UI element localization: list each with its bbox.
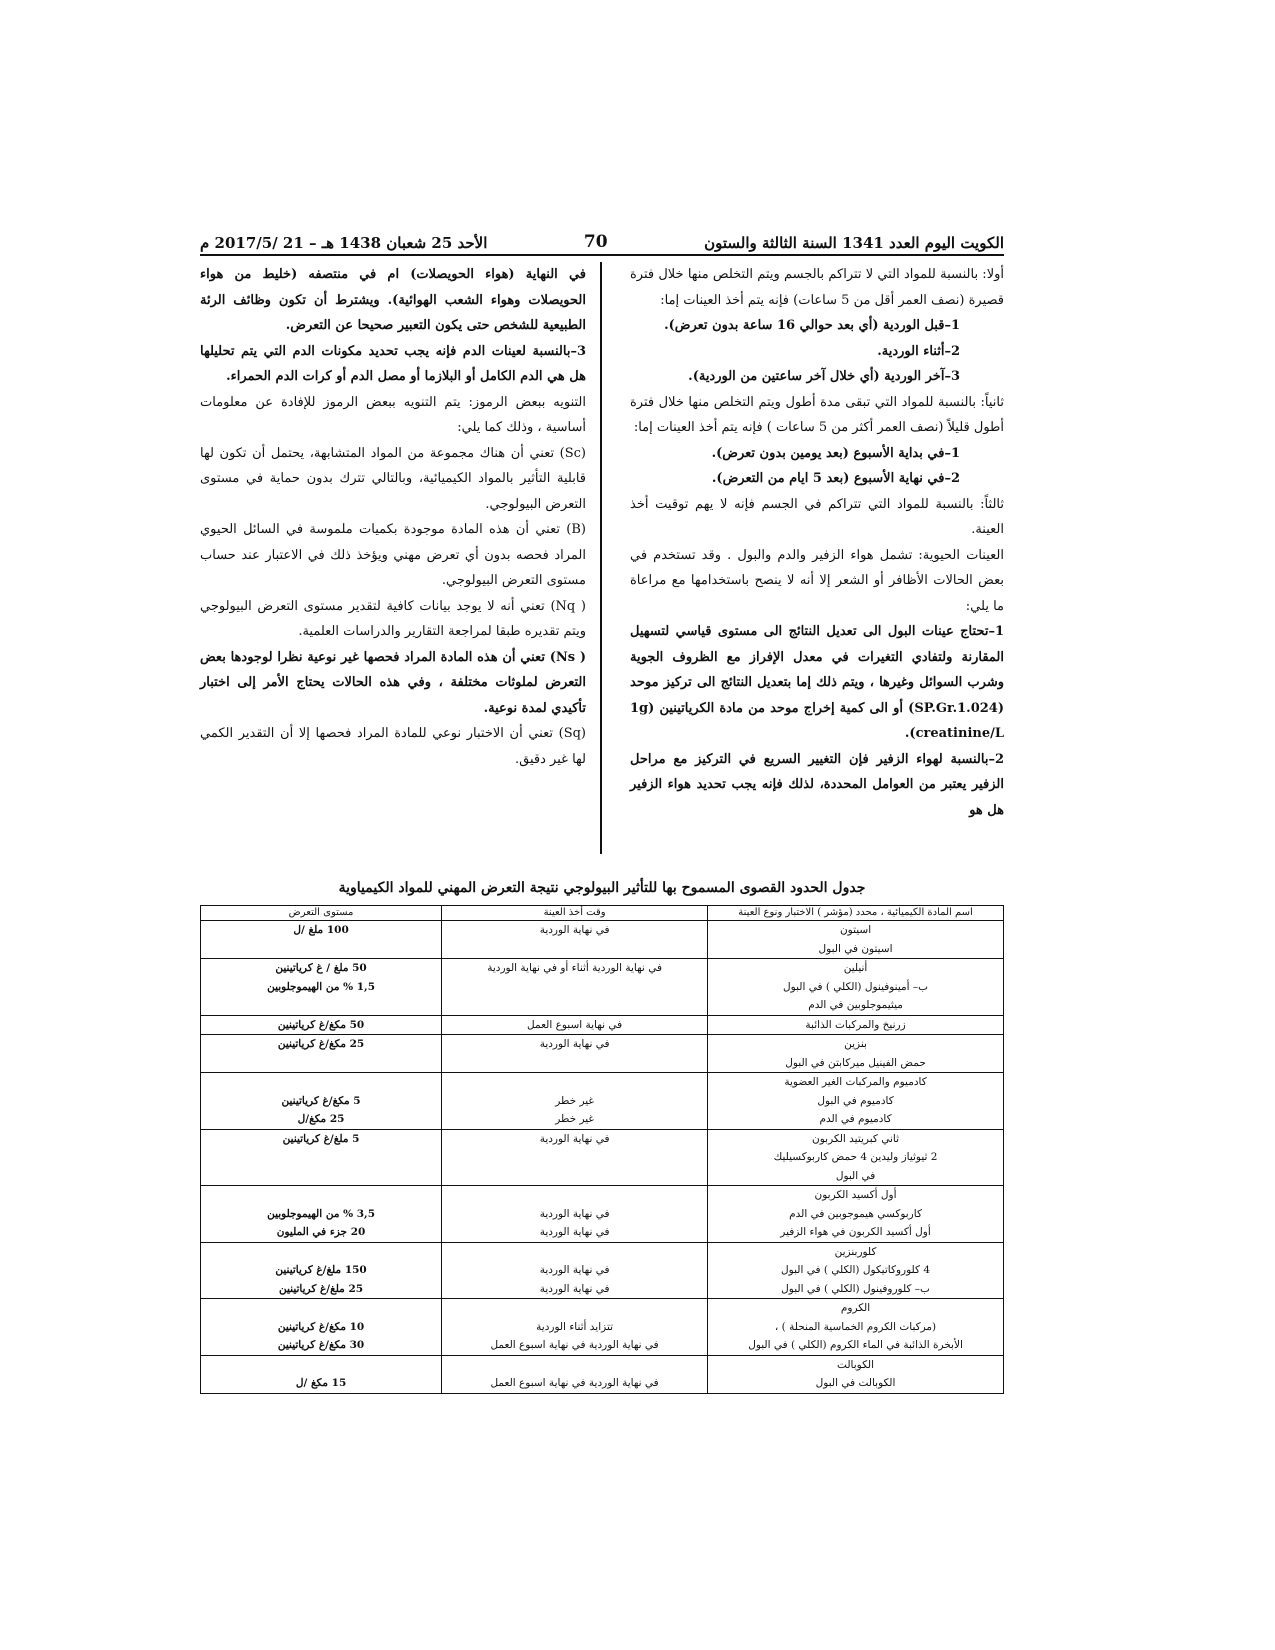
cell-line: في نهاية الوردية في نهاية اسبوع العمل [490, 1339, 659, 1351]
table-body [201, 921, 1004, 1394]
page-number: 70 [583, 232, 608, 252]
cell-line: 150 ملغ/غ كرياتينين [275, 1264, 367, 1276]
cell-line: كادميوم في البول [817, 1094, 894, 1107]
symbol-note-ns: ( Ns) تعني أن هذه المادة المراد فحصها غير نوعية نظرا لوجودها بعض التعرض لملوثات مختلفة ، وفي هذه الحالات يحتاج الأمر إلى اختبار تأكيدي لمدة نوعية. [200, 649, 586, 716]
first-list-item: 3–آخر الوردية (أي خلال آخر ساعتين من الوردية). [688, 369, 960, 384]
sampling-time-cell [442, 1355, 708, 1393]
sampling-time-cell [442, 1073, 708, 1130]
sampling-time-cell [442, 1299, 708, 1356]
cell-line: ب– كلوروفينول (الكلي ) في البول [781, 1282, 930, 1295]
page-header [200, 224, 1004, 252]
cell-line: في نهاية الوردية أثناء أو في نهاية الوردية [487, 962, 662, 974]
cell-line [446, 1073, 703, 1092]
table-row [201, 1299, 1004, 1356]
cell-line: 2 ثيوثياز وليدين 4 حمض كاربوكسيليك [773, 1151, 938, 1163]
cell-line [205, 1073, 437, 1092]
exposure-level-cell [201, 1242, 442, 1299]
chemical-name-cell [708, 921, 1004, 959]
cell-line: ثاني كبريتيد الكربون [812, 1132, 900, 1145]
chemical-name-cell [708, 959, 1004, 1016]
cell-line: غير خطر [555, 1113, 594, 1125]
chemical-name-cell [708, 1035, 1004, 1073]
header-exposure-level: مستوى التعرض [201, 906, 442, 921]
left-column [200, 262, 586, 772]
chemical-name-cell [708, 1186, 1004, 1243]
cell-line: ب– أمينوفينول (الكلي ) في البول [783, 980, 929, 993]
issue-date: الأحد 25 شعبان 1438 هـ – 21 /2017/5 م [200, 234, 488, 252]
column-divider [600, 262, 602, 854]
exposure-level-cell [201, 1073, 442, 1130]
cell-line: في البول [835, 1169, 876, 1182]
sampling-time-cell [442, 1186, 708, 1243]
cell-line: 1,5 % من الهيموجلوبين [267, 980, 376, 993]
cell-line: في نهاية الوردية في نهاية اسبوع العمل [490, 1377, 659, 1389]
symbol-note-sq: (Sq) تعني أن الاختبار نوعي للمادة المراد فحصها إلا أن التقدير الكمي لها غير دقيق. [200, 726, 586, 767]
cell-line: 25 مكغ/ل [297, 1113, 345, 1125]
cell-line: الكوبالت في البول [815, 1377, 896, 1389]
second-list-item: 2–في نهاية الأسبوع (بعد 5 ايام من التعرض). [711, 471, 960, 486]
first-paragraph: أولا: بالنسبة للمواد التي لا تتراكم بالجسم ويتم التخلص منها خلال فترة قصيرة (نصف العمر أقل من 5 ساعات) فإنه يتم أخذ العينات إما: [630, 267, 1004, 308]
second-paragraph: ثانياً: بالنسبة للمواد التي تبقى مدة أطول ويتم التخلص منها خلال فترة أطول قليلاً (نصف العمر أكثر من 5 ساعات ) فإنه يتم أخذ العينات إما: [630, 394, 1004, 435]
cell-line [446, 1356, 703, 1375]
publication-title: الكويت اليوم العدد 1341 السنة الثالثة والستون [704, 234, 1004, 252]
cell-line: 50 مكغ/غ كرياتينين [277, 1018, 365, 1031]
cell-line: غير خطر [555, 1094, 594, 1107]
table-row [201, 1035, 1004, 1073]
table-header-row [201, 906, 1004, 921]
cell-line [205, 1299, 437, 1318]
third-paragraph: ثالثاً: بالنسبة للمواد التي تتراكم في الجسم فإنه لا يهم توقيت أخذ العينة. [630, 496, 1004, 537]
cell-line: في نهاية الوردية [539, 1282, 610, 1295]
first-list-item: 1–قبل الوردية (أي بعد حوالي 16 ساعة بدون تعرض). [664, 318, 960, 333]
cell-line: 30 مكغ/غ كرياتينين [277, 1339, 365, 1351]
symbol-note-sc: (Sc) تعني أن هناك مجموعة من المواد المتشابهة، يحتمل أن تكون لها قابلية التأثير بالمواد الكيميائية، وبالتالي تترك بدون حماية في مستوى التعرض البيولوجي. [200, 445, 586, 512]
cell-line: 4 كلوروكاتيكول (الكلي ) في البول [781, 1264, 931, 1276]
cell-line [205, 1243, 437, 1262]
sampling-time-cell [442, 1015, 708, 1035]
chemical-name-cell [708, 1355, 1004, 1393]
cell-line: كادميوم والمركبات الغير العضوية [784, 1076, 927, 1088]
cell-line: في نهاية الوردية [539, 1038, 610, 1050]
continuation-paragraph: في النهاية (هواء الحويصلات) ام في منتصفه (خليط من هواء الحويصلات وهواء الشعب الهوائية). ويشترط أن تكون وظائف الرئة الطبيعية للشخص حتى يكون التعبير صحيحا عن التعرض. [200, 267, 586, 333]
table-row [201, 1015, 1004, 1035]
exposure-level-cell [201, 1355, 442, 1393]
table-caption: جدول الحدود القصوى المسموح بها للتأثير البيولوجي نتيجة التعرض المهني للمواد الكيمياوية [338, 880, 866, 896]
sampling-time-cell [442, 1129, 708, 1186]
cell-line: في نهاية الوردية [539, 1132, 610, 1145]
first-list-item: 2–أثناء الوردية. [877, 343, 960, 359]
cell-line: 100 ملغ /ل [293, 924, 349, 936]
exposure-level-cell [201, 921, 442, 959]
cell-line: الكوبالت [837, 1358, 875, 1371]
exposure-level-cell [201, 1035, 442, 1073]
table-row [201, 1129, 1004, 1186]
table-row [201, 959, 1004, 1016]
sampling-time-cell [442, 959, 708, 1016]
cell-line: اسيتون في البول [818, 942, 893, 955]
biological-limits-table [200, 905, 1004, 1394]
cell-line: في نهاية اسبوع العمل [527, 1018, 623, 1031]
exposure-level-cell [201, 1299, 442, 1356]
cell-line [205, 1186, 437, 1205]
symbol-note-b: (B) تعني أن هذه المادة موجودة بكميات ملموسة في السائل الحيوي المراد فحصه بدون أي تعرض مهني ويؤخذ ذلك في الاعتبار عند حساب مستوى التعرض البيولوجي. [200, 522, 586, 588]
cell-line: 3,5 % من الهيموجلوبين [267, 1207, 376, 1220]
chemical-name-cell [708, 1015, 1004, 1035]
header-rule [200, 254, 1004, 256]
bio-samples-paragraph: العينات الحيوية: تشمل هواء الزفير والدم والبول . وقد تستخدم في بعض الحالات الأظافر أو الشعر إلا أنه لا ينصح باستخدامها مع مراعاة ما يلي: [630, 547, 1004, 614]
second-list-item: 1–في بداية الأسبوع (بعد يومين بدون تعرض). [711, 445, 960, 461]
table-row [201, 1242, 1004, 1299]
cell-line [446, 1186, 703, 1205]
exposure-level-cell [201, 1186, 442, 1243]
cell-line: ميثيموجلوبين في الدم [808, 999, 903, 1011]
cell-line: 15 مكغ /ل [295, 1377, 347, 1389]
cell-line: حمض الفينيل ميركابتن في البول [785, 1056, 926, 1069]
cell-line: (مركبات الكروم الخماسية المنحلة ) ، [774, 1320, 937, 1333]
table-row [201, 1355, 1004, 1393]
cell-line [446, 1299, 703, 1318]
chemical-name-cell [708, 1073, 1004, 1130]
exposure-level-cell [201, 1129, 442, 1186]
cell-line: 20 جزء في المليون [276, 1226, 366, 1238]
symbols-intro: التنويه ببعض الرموز: يتم التنويه ببعض الرموز للإفادة عن معلومات أساسية ، وذلك كما يلي: [200, 394, 586, 435]
cell-line: في نهاية الوردية [539, 1226, 610, 1238]
chemical-name-cell [708, 1129, 1004, 1186]
cell-line: 10 مكغ/غ كرياتينين [277, 1320, 365, 1333]
cell-line: تتزايد أثناء الوردية [536, 1320, 614, 1333]
table-row [201, 921, 1004, 959]
header-sampling-time: وقت أخذ العينة [442, 906, 708, 921]
cell-line: أنيلين [843, 962, 868, 974]
cell-line: كاربوكسي هيموجوبين في الدم [789, 1207, 922, 1220]
table-row [201, 1186, 1004, 1243]
cell-line: كلوربنزين [834, 1245, 877, 1258]
cell-line: 5 ملغ/غ كرياتينين [282, 1132, 360, 1145]
cell-line: زرنيخ والمركبات الذائبة [805, 1018, 906, 1031]
cell-line: أول أكسيد الكربون في هواء الزفير [780, 1226, 931, 1238]
header-chemical-name: اسم المادة الكيميائية ، محدد (مؤشر ) الاختبار ونوع العينة [708, 906, 1004, 921]
cell-line: بنزين [844, 1038, 867, 1050]
exposure-level-cell [201, 959, 442, 1016]
sampling-time-cell [442, 921, 708, 959]
cell-line: 25 ملغ/غ كرياتينين [279, 1282, 364, 1295]
cell-line [205, 1356, 437, 1375]
urine-samples-item: 1–تحتاج عينات البول الى تعديل النتائج الى مستوى قياسي لتسهيل المقارنة ولتفادي التغيرات في معدل الإفراز مع الظروف الجوية وشرب السوائل وغيرها ، ويتم ذلك إما بتعديل النتائج الى تركيز موحد (SP.Gr.1.024) أو الى كمية إخراج موحد من مادة الكرياتينين (1g creatinine/L). [630, 624, 1004, 741]
symbol-note-nq: ( Nq) تعني أنه لا يوجد بيانات كافية لتقدير مستوى التعرض البيولوجي ويتم تقديره طبقا لمراجعة التقارير والدراسات العلمية. [200, 598, 586, 639]
cell-line: 5 مكغ/غ كرياتينين [281, 1094, 361, 1107]
cell-line: كادميوم في الدم [819, 1113, 892, 1125]
blood-samples-item: 3–بالنسبة لعينات الدم فإنه يجب تحديد مكونات الدم التي يتم تحليلها هل هي الدم الكامل أو البلازما أو مصل الدم أو كرات الدم الحمراء. [200, 343, 586, 384]
cell-line [446, 1243, 703, 1262]
table-row [201, 1073, 1004, 1130]
cell-line: في نهاية الوردية [539, 1264, 610, 1276]
cell-line: 25 مكغ/غ كرياتينين [277, 1038, 365, 1050]
cell-line: أول أكسيد الكربون [814, 1189, 897, 1201]
sampling-time-cell [442, 1242, 708, 1299]
cell-line: 50 ملغ / غ كرياتينين [275, 962, 367, 974]
chemical-name-cell [708, 1299, 1004, 1356]
cell-line: اسيتون [839, 924, 872, 936]
chemical-name-cell [708, 1242, 1004, 1299]
cell-line: الكروم [840, 1302, 871, 1314]
right-column [630, 262, 1004, 823]
cell-line: في نهاية الوردية [539, 1207, 610, 1220]
cell-line: الأبخرة الذائبة في الماء الكروم (الكلي ) في البول [748, 1339, 963, 1351]
exhaled-air-item: 2–بالنسبة لهواء الزفير فإن التغيير السريع في التركيز مع مراحل الزفير يعتبر من العوامل المحددة، لذلك فإنه يجب تحديد هواء الزفير هل هو [630, 751, 1004, 818]
sampling-time-cell [442, 1035, 708, 1073]
exposure-level-cell [201, 1015, 442, 1035]
cell-line: في نهاية الوردية [539, 924, 610, 936]
